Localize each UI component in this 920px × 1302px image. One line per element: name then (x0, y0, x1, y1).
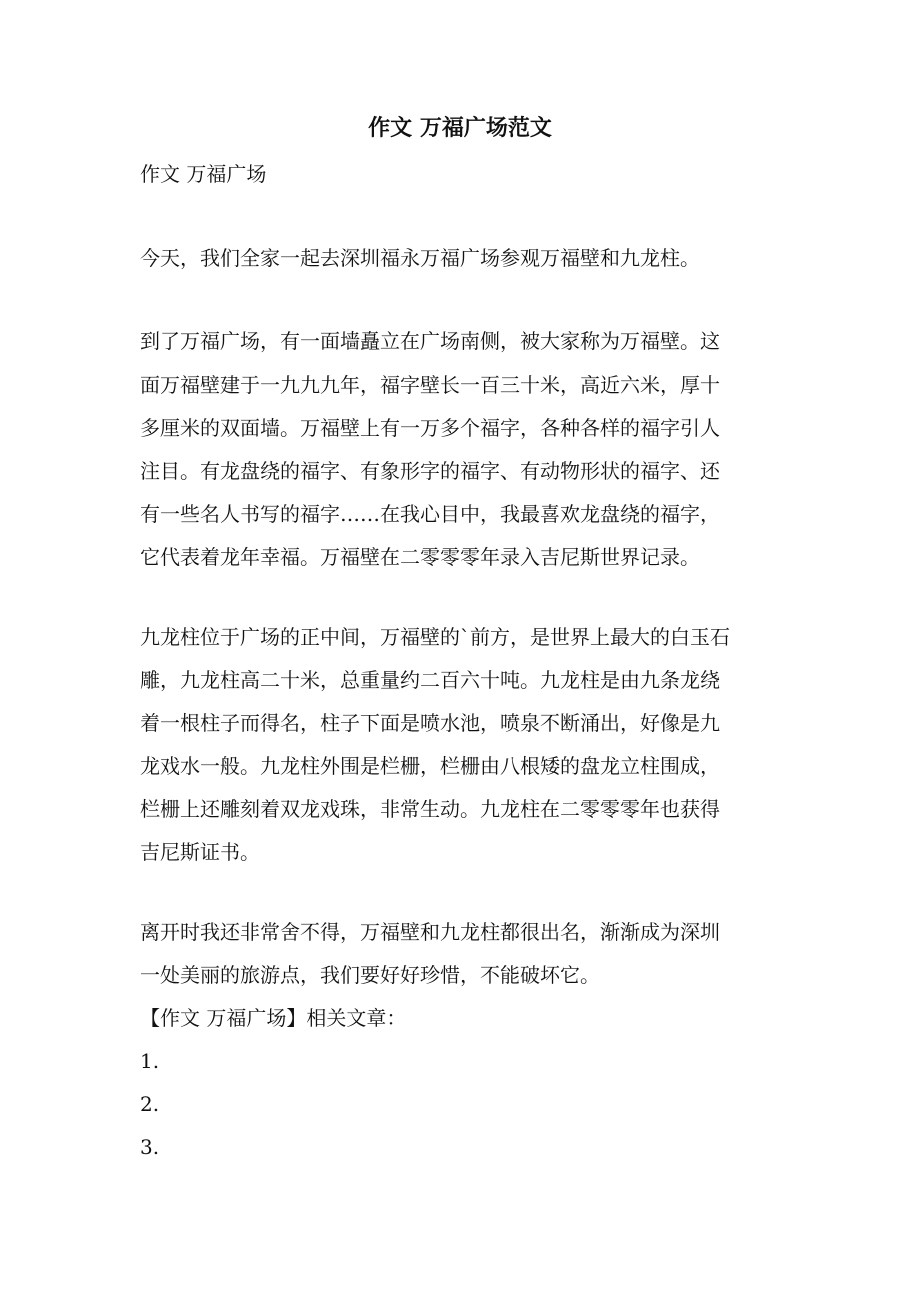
document-subtitle: 作文 万福广场 (140, 162, 267, 186)
related-item[interactable]: 2. (140, 1092, 160, 1116)
paragraph-3-line-6: 吉尼斯证书。 (140, 840, 260, 864)
paragraph-2-line-6: 它代表着龙年幸福。万福壁在二零零零年录入吉尼斯世界记录。 (140, 545, 700, 569)
paragraph-2-line-2: 面万福壁建于一九九九年，福字壁长一百三十米，高近六米，厚十 (140, 373, 720, 397)
paragraph-1-line-1: 今天，我们全家一起去深圳福永万福广场参观万福壁和九龙柱。 (140, 246, 700, 270)
paragraph-3-line-4: 龙戏水一般。九龙柱外围是栏栅，栏栅由八根矮的盘龙立柱围成， (140, 754, 720, 778)
paragraph-3-line-5: 栏栅上还雕刻着双龙戏珠，非常生动。九龙柱在二零零零年也获得 (140, 797, 720, 821)
paragraph-2-line-4: 注目。有龙盘绕的福字、有象形字的福字、有动物形状的福字、还 (140, 459, 720, 483)
paragraph-4-line-1: 离开时我还非常舍不得，万福壁和九龙柱都很出名，渐渐成为深圳 (140, 920, 720, 944)
paragraph-4-line-2: 一处美丽的旅游点，我们要好好珍惜，不能破坏它。 (140, 963, 600, 987)
paragraph-2-line-5: 有一些名人书写的福字……在我心目中，我最喜欢龙盘绕的福字， (140, 502, 720, 526)
paragraph-3-line-1: 九龙柱位于广场的正中间，万福壁的`前方，是世界上最大的白玉石 (140, 625, 730, 649)
paragraph-2-line-3: 多厘米的双面墙。万福壁上有一万多个福字，各种各样的福字引人 (140, 416, 720, 440)
related-item[interactable]: 3. (140, 1135, 160, 1159)
related-articles-heading: 【作文 万福广场】相关文章： (140, 1006, 407, 1030)
paragraph-3-line-3: 着一根柱子而得名，柱子下面是喷水池，喷泉不断涌出，好像是九 (140, 711, 720, 735)
related-item[interactable]: 1. (140, 1049, 160, 1073)
document-title: 作文 万福广场范文 (368, 115, 552, 141)
paragraph-3-line-2: 雕，九龙柱高二十米，总重量约二百六十吨。九龙柱是由九条龙绕 (140, 668, 720, 692)
paragraph-2-line-1: 到了万福广场，有一面墙矗立在广场南侧，被大家称为万福壁。这 (140, 329, 720, 353)
